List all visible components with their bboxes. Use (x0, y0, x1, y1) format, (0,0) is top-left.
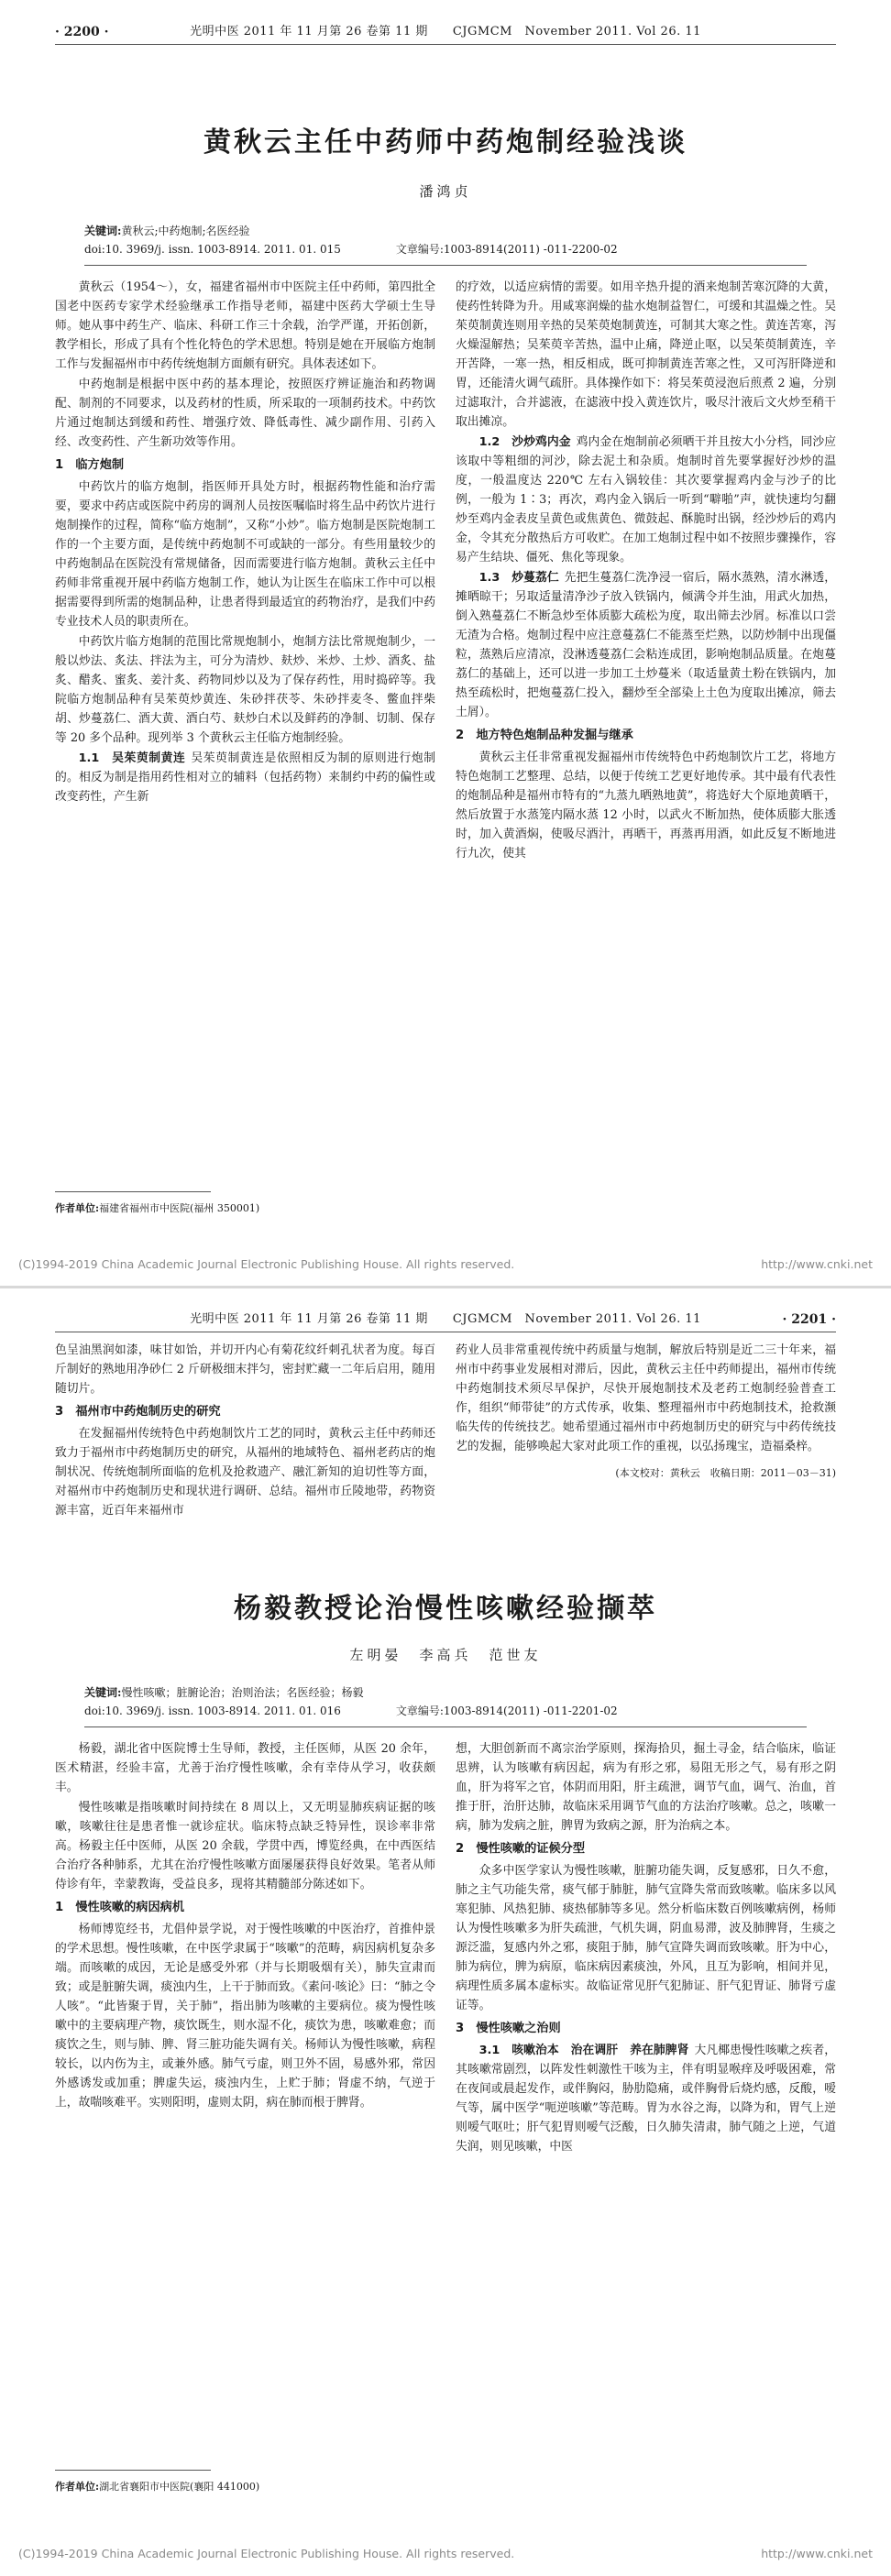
paragraph-text: 大凡椰患慢性咳嗽之疾者，其咳嗽常剧烈，以阵发性刺激性干咳为主，伴有明显喉痒及呼吸困难，常在夜间或晨起发作，或伴胸闷，胁肋隐痛，或伴胸骨后烧灼感，反酸，嗳气等，属中医学“呃逆咳嗽”等范畴。胃为水谷之海，以降为和，胃气上逆则嗳气呕吐；肝气犯胃则嗳气泛酸，日久肺失清肃，肺气随之上逆，气道失润，则见咳嗽，中医 (456, 2044, 836, 2154)
body-paragraph: 中药炮制是根据中医中药的基本理论，按照医疗辨证施治和药物调配、制剂的不同要求，以及药材的性质，所采取的一项制药技术。中药饮片通过炮制达到缓和药性、增强疗效、降低毒性、减少副作用、引药入经、改变药性、产生新功效等作用。 (55, 378, 435, 449)
copyright-line (18, 2547, 873, 2560)
affiliation-text: 湖北省襄阳市中医院(襄阳 441000) (99, 2481, 260, 2493)
subsection-heading: 1.3 炒蔓荔仁 (478, 571, 559, 585)
article-author: 潘鸿贞 (419, 183, 472, 200)
article-meta (84, 1683, 807, 1720)
section-heading: 2 慢性咳嗽的证候分型 (456, 1842, 586, 1856)
cnki-link[interactable]: http://www.cnki.net (761, 1257, 873, 1271)
body-paragraph: 黄秋云（1954～），女，福建省福州市中医院主任中药师，第四批全国老中医药专家学术经验继承工作指导老师，福建中医药大学硕士生导师。她从事中药生产、临床、科研工作三十余载，治学严谨，开拓创新，教学相长，形成了具有个性化特色的学术思想。特别是她在开展临方炮制工作与发掘福州市中药传统炮制方面颇有研究。具体表述如下。 (55, 280, 435, 371)
subsection-paragraph (55, 749, 435, 806)
author-affiliation (55, 1200, 259, 1215)
body-paragraph: 众多中医学家认为慢性咳嗽，脏腑功能失调，反复感邪，日久不愈，肺之主气功能失常，痰气郁于肺脏，肺气宣降失常而致咳嗽。临床多以风寒犯肺、风热犯肺、痰热郁肺等多见。然分析临床数百例咳嗽病例，杨师认为慢性咳嗽多为肝失疏泄，气机失调，阴血易滞，波及肺脾肾，生痰之源泛滥，复感内外之邪，痰阻于肺，肺气宣降失调而致咳嗽。肝为中心，肺为病位，脾为病原，临床病因素痰浊，外风，且互为影响，相间并见，病理性质多属本虚标实。故临证常见肝气犯肺证、肝气犯胃证、肺肾亏虚证等。 (456, 1864, 836, 2012)
footnote-rule (55, 1191, 211, 1192)
copyright-text: (C)1994-2019 China Academic Journal Electronic Publishing House. All rights reserved. (18, 2547, 515, 2560)
page-number: · 2200 · (55, 25, 109, 39)
section-heading: 1 慢性咳嗽的病因病机 (55, 1901, 185, 1914)
copyright-text: (C)1994-2019 China Academic Journal Electronic Publishing House. All rights reserved. (18, 1257, 515, 1271)
body-paragraph: 中药饮片临方炮制的范围比常规炮制小，炮制方法比常规炮制少，一般以炒法、炙法、拌法为主，可分为清炒、麸炒、米炒、土炒、酒炙、盐炙、醋炙、蜜炙、姜汁炙、药物同炒以及为了保存药性，用时捣碎等。我院临方炮制品种有吴茱萸炒黄连、朱砂拌茯苓、朱砂拌麦冬、鳖血拌柴胡、炒蔓荔仁、酒大黄、酒白芍、麸炒白术以及鲜药的净制、切制、保存等 20 多个品种。现列举 3 个黄秋云主任临方炮制经验。 (55, 635, 435, 745)
body-paragraph: 在发掘福州传统特色中药炮制饮片工艺的同时，黄秋云主任中药师还致力于福州市中药炮制历史的研究，从福州的地域特色、福州老药店的炮制状况、传统炮制所面临的危机及抢救遗产、融汇新知的迫切性等方面，对福州市中药炮制历史和现状进行调研、总结。福州市丘陵地带，药物资源丰富，近百年来福州市 (55, 1427, 435, 1518)
body-paragraph: 的疗效，以适应病情的需要。如用辛热升提的酒来炮制苦寒沉降的大黄，使药性转降为升。用咸寒润燥的盐水炮制益智仁，可缓和其温燥之性。吴茱萸制黄连则用辛热的吴茱萸炮制黄连，可制其大寒之性。黄连苦寒，泻火燥湿解热；吴茱萸辛苦热，温中止痛，降逆止呕，以吴茱萸制黄连，辛开苦降，一寒一热，相反相成，既可抑制黄连苦寒之性，又可泻肝降逆和胃，还能清火调气疏肝。具体操作如下：将吴茱萸浸泡后煎煮 2 遍，分别过滤取汁，合并滤液，在滤液中投入黄连饮片，吸尽汁液后文火炒至稍干取出摊凉。 (456, 280, 836, 429)
affiliation-label: 作者单位: (55, 2481, 100, 2493)
body-paragraph: 中药饮片的临方炮制，指医师开具处方时，根据药物性能和治疗需要，要求中药店或医院中药房的调剂人员按医嘱临时将生品中药饮片进行炮制操作的过程，简称“临方炮制”，又称“小炒”。临方炮制是医院炮制工作的一个主要方面，是传统中药炮制不可或缺的一部分。有些用量较少的中药炮制品在医院没有常规储备，因而需要进行临方炮制。黄秋云主任中药师非常重视开展中药临方炮制工作，她认为让医生在临床工作中可以根据需要得到所需的炮制品种，让患者得到最适宜的药物治疗，是我们中药专业技术人员的职责所在。 (55, 480, 435, 629)
journal-page-2201 (0, 1288, 891, 2576)
keywords-label: 关键词: (84, 225, 122, 237)
article-authors: 左明晏 李高兵 范世友 (349, 1647, 542, 1663)
doi: doi:10. 3969/j. issn. 1003-8914. 2011. 01. 016 (84, 1705, 341, 1717)
subsection-paragraph (456, 433, 836, 567)
body-paragraph: 黄秋云主任非常重视发掘福州市传统特色中药炮制饮片工艺，将地方特色炮制工艺整理、总结，以便于传统工艺更好地传承。其中最有代表性的炮制品种是福州市特有的“九蒸九晒熟地黄”，将选好大个原地黄晒干，然后放置于水蒸笼内隔水蒸 12 小时，以武火不断加热，使体质膨大胀透时，加入黄酒焖，使吸尽酒汁，再晒干，再蒸再用酒，如此反复不断地进行九次，使其 (456, 751, 836, 860)
section-heading: 1 临方炮制 (55, 458, 125, 472)
running-header (55, 20, 836, 45)
subsection-heading: 1.1 吴茱萸制黄连 (78, 751, 186, 765)
running-header (55, 1308, 836, 1332)
paragraph-text: 吴茱萸制黄连是依照相反为制的原则进行炮制的。相反为制是指用药性相对立的辅料（包括药物）来制约中药的偏性或改变药性，产生新 (55, 751, 435, 804)
body-column-right (456, 278, 836, 1240)
doi: doi:10. 3969/j. issn. 1003-8914. 2011. 01. 015 (84, 243, 341, 256)
prev-article-column-right (456, 1341, 836, 1570)
journal-info: 光明中医 2011 年 11 月第 26 卷第 11 期 CJGMCM November 2011. Vol 26. 11 (190, 1312, 701, 1326)
article-title: 黄秋云主任中药师中药炮制经验浅谈 (204, 126, 688, 159)
subsection-paragraph (456, 2041, 836, 2156)
paragraph-text: 鸡内金在炮制前必须晒干并且按大小分档，同沙应该取中等粗细的河沙，除去泥土和杂质。炮制时首先要掌握好沙炒的温度，一般温度达 220℃ 左右入锅较佳：其次要掌握鸡内金与沙子的比例，一般为 1∶3；再次，鸡内金入锅后一听到“噼啪”声，就快速均匀翻炒至鸡内金表皮呈黄色或焦黄色、微鼓起、酥脆时出锅，经沙炒后的鸡内金，令其充分散热后方可收贮。在加工炮制过程中如不按照步骤操作，容易产生结块、僵死、焦化等现象。 (456, 435, 836, 565)
subsection-heading: 3.1 咳嗽治本 治在调肝 养在肺脾肾 (478, 2044, 689, 2057)
article-meta (84, 222, 807, 258)
article-number: 文章编号:1003-8914(2011) -011-2200-02 (395, 243, 618, 256)
section-heading: 3 慢性咳嗽之治则 (456, 2022, 561, 2035)
body-paragraph: 杨师博览经书，尤倡仲景学说，对于慢性咳嗽的中医治疗，首推仲景的学术思想。慢性咳嗽，在中医学隶属于“咳嗽”的范畴，病因病机复杂多端。而咳嗽的成因，无论是感受外邪（并与长期吸烟有关），肺失宣肃而致；或是脏腑失调，痰浊内生，上干于肺而致。《素问·咳论》曰：“肺之令人咳”。“此皆聚于胃，关于肺”，指出肺为咳嗽的主要病位。痰为慢性咳嗽中的主要病理产物，痰饮既生，则水湿不化，痰饮为患，咳嗽难愈；而痰饮之生，则与肺、脾、肾三脏功能失调有关。杨师认为慢性咳嗽，病程较长，以内伤为主，或兼外感。肺气亏虚，则卫外不固，易感外邪，常因外感诱发或加重；脾虚失运，痰浊内生，上贮于肺；肾虚不纳，气逆于上，故喘咳难平。实则阳明，虚则太阴，病在肺而根于脾肾。 (55, 1923, 435, 2110)
keywords: 慢性咳嗽；脏腑论治；治则治法；名医经验；杨毅 (121, 1686, 364, 1699)
subsection-paragraph (456, 568, 836, 722)
keywords: 黄秋云;中药炮制;名医经验 (121, 225, 250, 237)
subsection-heading: 1.2 沙炒鸡内金 (478, 435, 571, 449)
body-paragraph: 杨毅，湖北省中医院博士生导师，教授，主任医师，从医 20 余年，医术精湛，经验丰富，尤善于治疗慢性咳嗽，余有幸侍从学习，收获颇丰。 (55, 1742, 435, 1794)
body-paragraph: 慢性咳嗽是指咳嗽时间持续在 8 周以上，又无明显肺疾病证据的咳嗽，咳嗽往往是患者惟一就诊症状。临床特点缺乏特异性，误诊率非常高。杨毅主任中医师，从医 20 余载，学贯中西，博览经典，在中西医结合治疗各种肺系，尤其在治疗慢性咳嗽方面屡屡获得良好效果。笔者从师侍诊有年，幸蒙教诲，受益良多，现将其精髓部分陈述如下。 (55, 1801, 435, 1891)
page-number: · 2201 · (782, 1312, 836, 1327)
author-affiliation (55, 2479, 259, 2494)
meta-rule (84, 265, 807, 266)
body-column-left (55, 278, 435, 1180)
footnote-rule (55, 2470, 211, 2471)
body-column-right (456, 1739, 836, 2527)
section-heading: 3 福州市中药炮制历史的研究 (55, 1405, 221, 1419)
body-paragraph: 药业人员非常重视传统中药质量与炮制，解放后特别是近二三十年来，福州市中药事业发展相对滞后，因此，黄秋云主任中药师提出，福州市传统中药炮制技术须尽早保护，尽快开展炮制技术及老药工炮制经验普查工作，组织“师带徒”的方式传承，收集、整理福州市中药炮制技术，抢救濒临失传的传统技艺。她希望通过福州市中药炮制历史的研究与中药传统技艺的发掘，能够唤起大家对此项工作的重视，以弘扬瑰宝，造福桑梓。 (456, 1343, 836, 1453)
body-paragraph: 色呈油黑润如漆，味甘如饴，并切开内心有菊花纹纤刺孔状者为度。每百斤制好的熟地用净砂仁 2 斤研极细末拌匀，密封贮藏一二年后启用，随用随切片。 (55, 1343, 435, 1396)
article-number: 文章编号:1003-8914(2011) -011-2201-02 (395, 1705, 618, 1717)
affiliation-label: 作者单位: (55, 1202, 100, 1214)
keywords-label: 关键词: (84, 1686, 122, 1699)
body-paragraph: 想，大胆创新而不离宗治学原则，探海拾贝，掘土寻金，结合临床，临证思辨，认为咳嗽有病因起，病为有形之邪，易阻无形之气，易有形之阴血，肝为将军之官，体阴而用阳，肝主疏泄，调节气血，调气、治血，首推于肝，治肝达肺，故临床采用调节气血的方法治疗咳嗽。总之，咳嗽一病，肺为发病之脏，脾胃为致病之源，肝为治病之本。 (456, 1742, 836, 1833)
body-column-left (55, 1739, 435, 2454)
cnki-link[interactable]: http://www.cnki.net (761, 2547, 873, 2560)
copyright-line (18, 1257, 873, 1271)
section-heading: 2 地方特色炮制品种发掘与继承 (456, 729, 633, 742)
meta-rule (84, 1726, 807, 1727)
journal-info: 光明中医 2011 年 11 月第 26 卷第 11 期 CJGMCM November 2011. Vol 26. 11 (190, 25, 701, 38)
paragraph-text: 先把生蔓荔仁洗净浸一宿后，隔水蒸熟，清水淋透，摊晒晾干；另取适量清净沙子放入铁锅内，倾满令并生油，用武火加热，倒入熟蔓荔仁不断急炒至体质膨大疏松为度，取出筛去沙屑。标准以口尝无渣为合格。炮制过程中应注意蔓荔仁不能蒸至烂熟，以防炒制中出现僵粒，蒸熟后应清凉，没淋透蔓荔仁会粘连成团，影响炮制品质量。在炮蔓荔仁的基础上，还可以进一步加工土炒蔓米（取适量黄土粉在铁锅内，加热至疏松时，把炮蔓荔仁投入，翻炒至全部染上土色为度取出摊凉，筛去土屑）。 (456, 571, 836, 719)
received-date-note: (本文校对：黄秋云 收稿日期：2011－03－31) (615, 1467, 836, 1479)
article-title: 杨毅教授论治慢性咳嗽经验撷萃 (234, 1593, 657, 1625)
prev-article-column-left (55, 1341, 435, 1570)
affiliation-text: 福建省福州市中医院(福州 350001) (99, 1202, 260, 1214)
